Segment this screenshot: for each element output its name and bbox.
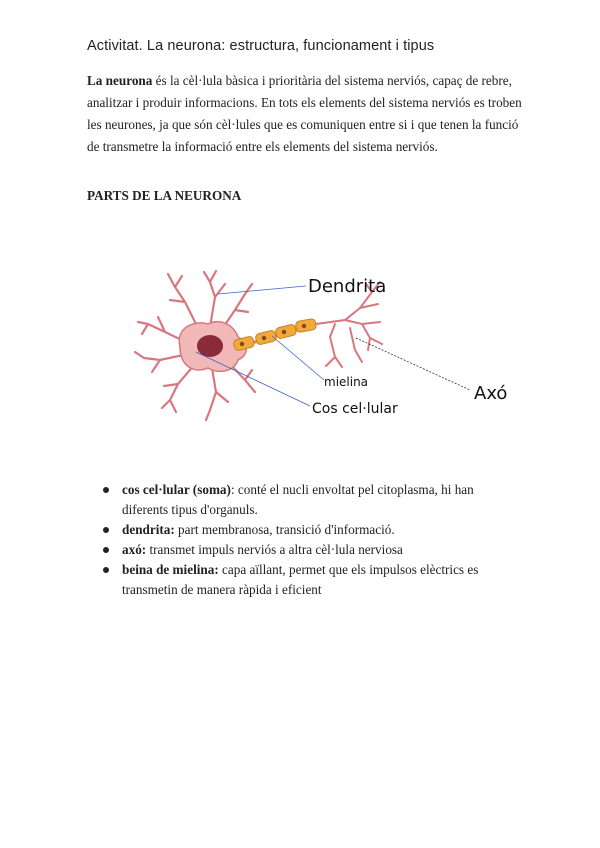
bullet-dot xyxy=(103,567,109,573)
list-item: cos cel·lular (soma): conté el nucli envoltat pel citoplasma, hi han diferents tipus d'organuls. xyxy=(100,480,520,520)
parts-list xyxy=(100,480,520,600)
list-item: axó: transmet impuls nerviós a altra cèl·lula nerviosa xyxy=(100,540,520,560)
bullet-dot xyxy=(103,487,109,493)
page-title: Activitat. La neurona: estructura, funcionament i tipus xyxy=(87,38,435,54)
label-dendrita: Dendrita xyxy=(308,276,387,297)
bullet-dot xyxy=(103,527,109,533)
neuron-diagram xyxy=(130,262,530,432)
nucleus xyxy=(197,335,223,357)
section-heading: PARTS DE LA NEURONA xyxy=(87,188,242,203)
intro-bold-term: La neurona xyxy=(87,73,153,88)
list-item: dendrita: part membranosa, transició d'informació. xyxy=(100,520,520,540)
label-mielina: mielina xyxy=(324,375,369,389)
list-item: beina de mielina: capa aïllant, permet que els impulsos elèctrics es transmetin de manera ràpida i eficient xyxy=(100,560,520,600)
label-axo: Axó xyxy=(474,383,508,404)
myelin-sheath xyxy=(233,318,317,351)
label-cos-cellular: Cos cel·lular xyxy=(312,401,398,417)
intro-text: és la cèl·lula bàsica i prioritària del sistema nerviós, capaç de rebre, analitzar i produir informacions. En tots els elements del sistema nerviós es troben les neurones, ja que són cèl·lules que es comuniquen entre si i que tenen la funció de transmetre la informació entre els elements del sistema nerviós. xyxy=(87,73,522,154)
bullet-dot xyxy=(103,547,109,553)
intro-paragraph xyxy=(87,70,527,158)
